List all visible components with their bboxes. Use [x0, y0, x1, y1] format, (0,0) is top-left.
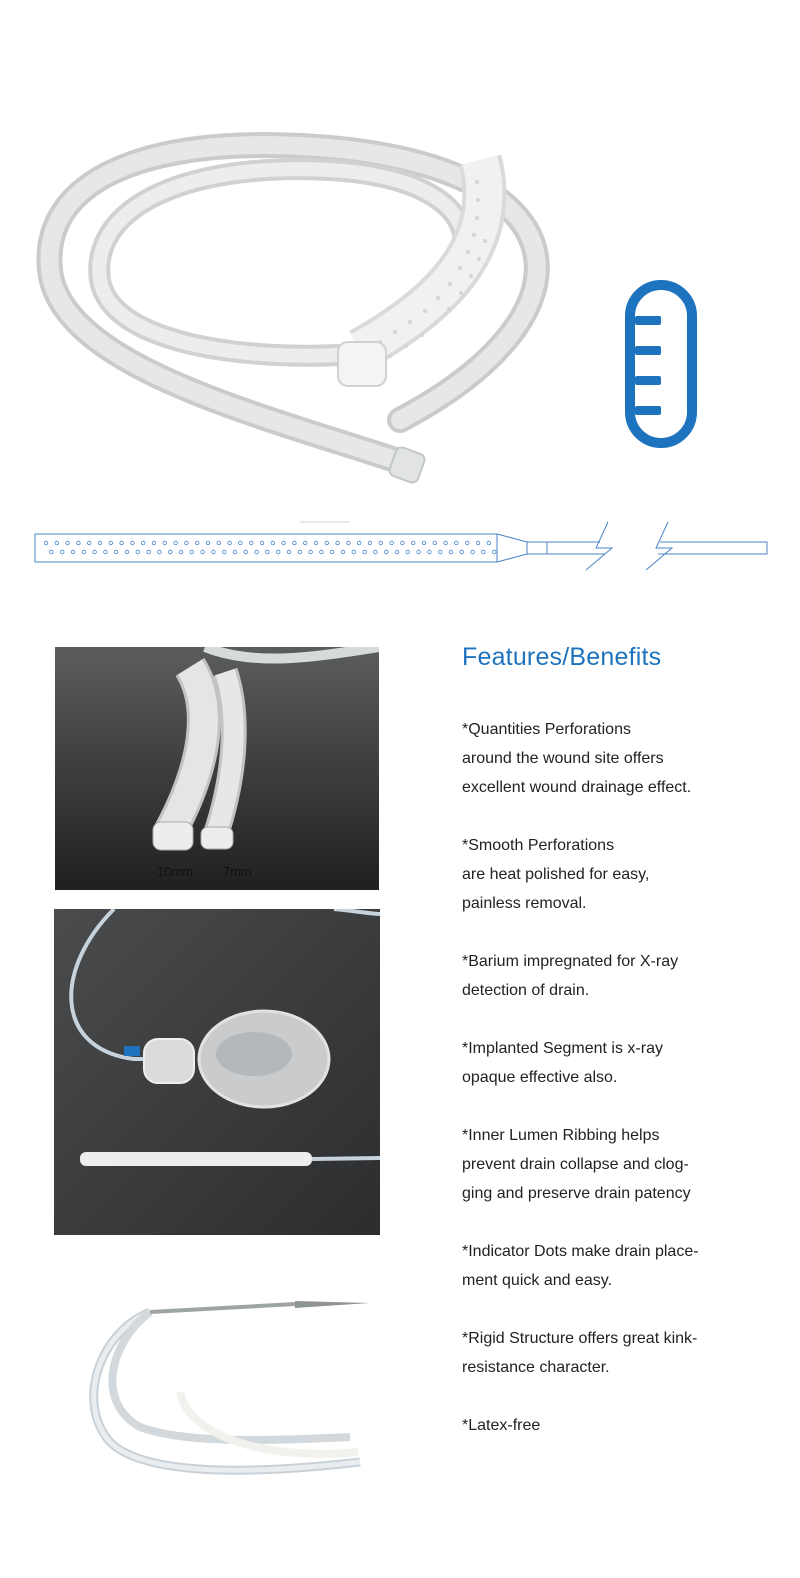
- perforation-dot: [158, 550, 162, 554]
- perforation-dot: [255, 550, 259, 554]
- perforation-dot: [347, 541, 351, 545]
- perforation-dot: [293, 541, 297, 545]
- perforation-dot: [449, 550, 453, 554]
- perforation-dot: [271, 541, 275, 545]
- feature-line: painless removal.: [462, 895, 587, 912]
- feature-item: [462, 1121, 782, 1208]
- perforation-dot: [395, 550, 399, 554]
- perforation-dot: [390, 541, 394, 545]
- perforation-dot: [492, 550, 496, 554]
- perforation-dot: [120, 541, 124, 545]
- perforation-dot: [417, 550, 421, 554]
- perforation-dot: [336, 541, 340, 545]
- perforation-dot: [179, 550, 183, 554]
- perforation-dot: [228, 541, 232, 545]
- perforation-dot: [109, 541, 113, 545]
- feature-line: are heat polished for easy,: [462, 866, 650, 883]
- perforation-dot: [249, 541, 253, 545]
- perforation-dot: [298, 550, 302, 554]
- perforation-dot: [487, 541, 491, 545]
- feature-line: ging and preserve drain patency: [462, 1185, 691, 1202]
- perforation-dot: [303, 541, 307, 545]
- feature-line: excellent wound drainage effect.: [462, 779, 692, 796]
- perforation-dot: [309, 550, 313, 554]
- perforation-dot: [282, 541, 286, 545]
- perforation-dot: [125, 550, 129, 554]
- perforation-dot: [44, 541, 48, 545]
- perforation-dot: [422, 541, 426, 545]
- feature-line: detection of drain.: [462, 982, 590, 999]
- perforation-dot: [330, 550, 334, 554]
- feature-line: *Inner Lumen Ribbing helps: [462, 1127, 660, 1144]
- feature-item: [462, 1237, 782, 1295]
- perforation-dot: [71, 550, 75, 554]
- perforation-dot: [406, 550, 410, 554]
- perforation-dot: [93, 550, 97, 554]
- features-heading: Features/Benefits: [462, 643, 662, 671]
- perforation-dot: [320, 550, 324, 554]
- perforation-dot: [266, 550, 270, 554]
- perforation-dot: [190, 550, 194, 554]
- perforation-dot: [341, 550, 345, 554]
- perforation-dot: [147, 550, 151, 554]
- perforation-dot: [471, 550, 475, 554]
- perforation-dot: [168, 550, 172, 554]
- perforation-dot: [141, 541, 145, 545]
- feature-item: [462, 1034, 782, 1092]
- perforation-dot: [325, 541, 329, 545]
- perforation-dot: [411, 541, 415, 545]
- perforation-dot: [379, 541, 383, 545]
- perforation-dot: [131, 541, 135, 545]
- feature-line: opaque effective also.: [462, 1069, 618, 1086]
- perforation-dot: [433, 541, 437, 545]
- perforation-dot: [174, 541, 178, 545]
- perforation-dot: [206, 541, 210, 545]
- perforation-dot: [163, 541, 167, 545]
- perforation-dot: [60, 550, 64, 554]
- perforation-dot: [104, 550, 108, 554]
- perforation-dot: [260, 541, 264, 545]
- perforation-dot: [98, 541, 102, 545]
- perforation-dot: [201, 550, 205, 554]
- size-label-10mm: 10mm: [157, 864, 194, 879]
- drain-coil-photo: [30, 120, 570, 500]
- perforation-dot: [482, 550, 486, 554]
- feature-line: *Rigid Structure offers great kink-: [462, 1330, 698, 1347]
- feature-line: *Barium impregnated for X-ray: [462, 953, 679, 970]
- perforation-dot: [185, 541, 189, 545]
- perforation-dot: [50, 550, 54, 554]
- feature-line: prevent drain collapse and clog-: [462, 1156, 689, 1173]
- feature-item: [462, 1411, 782, 1440]
- drain-reservoir-photo: [54, 909, 380, 1235]
- perforation-dot: [384, 550, 388, 554]
- perforation-dot: [77, 541, 81, 545]
- feature-line: *Latex-free: [462, 1417, 541, 1434]
- perforation-dot: [222, 550, 226, 554]
- feature-line: *Implanted Segment is x-ray: [462, 1040, 663, 1057]
- feature-line: around the wound site offers: [462, 750, 664, 767]
- size-label-7mm: 7mm: [223, 864, 252, 879]
- feature-line: *Quantities Perforations: [462, 721, 631, 738]
- feature-item: [462, 715, 782, 802]
- feature-line: ment quick and easy.: [462, 1272, 613, 1289]
- perforation-dot: [460, 550, 464, 554]
- perforation-dot: [66, 541, 70, 545]
- perforation-dot: [87, 541, 91, 545]
- perforation-dot: [55, 541, 59, 545]
- perforation-dot: [428, 550, 432, 554]
- perforation-dot: [239, 541, 243, 545]
- feature-item: [462, 947, 782, 1005]
- perforation-dot: [287, 550, 291, 554]
- perforation-dot: [136, 550, 140, 554]
- perforation-dot: [233, 550, 237, 554]
- perforation-dot: [314, 541, 318, 545]
- perforation-dot: [444, 541, 448, 545]
- drain-line-diagram: [30, 518, 775, 578]
- perforation-dot: [455, 541, 459, 545]
- perforation-dot: [374, 550, 378, 554]
- perforation-dot: [82, 550, 86, 554]
- perforation-dot: [438, 550, 442, 554]
- features-list: [462, 715, 782, 1469]
- feature-line: resistance character.: [462, 1359, 610, 1376]
- perforation-dot: [114, 550, 118, 554]
- perforation-dot: [357, 541, 361, 545]
- perforation-dot: [465, 541, 469, 545]
- perforation-dot: [244, 550, 248, 554]
- perforation-dot: [152, 541, 156, 545]
- perforation-dot: [212, 550, 216, 554]
- perforation-dot: [352, 550, 356, 554]
- feature-line: *Indicator Dots make drain place-: [462, 1243, 699, 1260]
- perforation-dot: [363, 550, 367, 554]
- perforation-dot: [195, 541, 199, 545]
- perforation-dot: [276, 550, 280, 554]
- feature-item: [462, 831, 782, 918]
- feature-line: *Smooth Perforations: [462, 837, 615, 854]
- perforation-dot: [476, 541, 480, 545]
- perforation-dot: [401, 541, 405, 545]
- perforation-dot: [217, 541, 221, 545]
- cross-section-icon: [625, 280, 697, 448]
- perforation-dot: [368, 541, 372, 545]
- drain-sizes-photo: [55, 647, 379, 890]
- drain-trocar-photo: [80, 1292, 380, 1482]
- feature-item: [462, 1324, 782, 1382]
